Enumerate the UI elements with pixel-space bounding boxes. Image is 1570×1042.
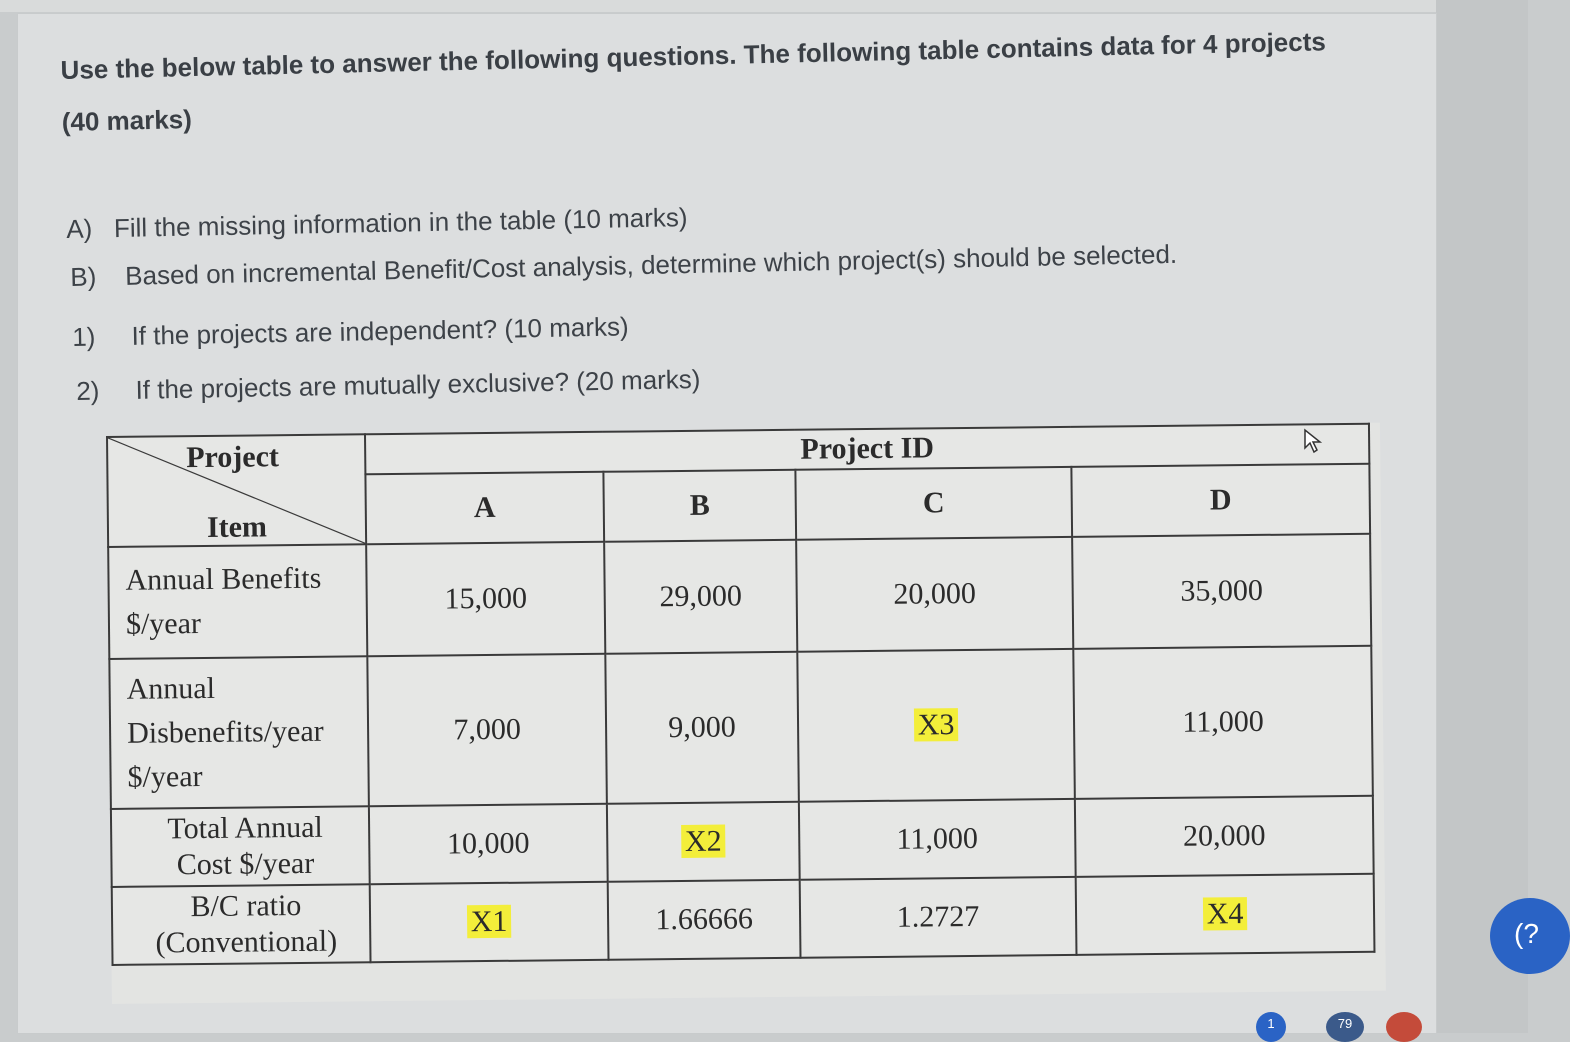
question-text: Based on incremental Benefit/Cost analysis, determine which project(s) should be selected. xyxy=(124,238,1178,291)
row-label-annual-benefits xyxy=(108,544,367,659)
taskbar-app-icon[interactable] xyxy=(1386,1012,1422,1042)
row-label-annual-disbenefits xyxy=(109,656,369,809)
question-number: 1) xyxy=(72,321,96,352)
help-icon: (? xyxy=(1514,918,1539,949)
cell-benefits-d: 35,000 xyxy=(1072,534,1371,649)
right-margin xyxy=(1436,0,1528,1033)
cell-benefits-a: 15,000 xyxy=(366,542,605,656)
column-header-a: A xyxy=(365,472,604,544)
table-row xyxy=(112,874,1375,965)
corner-header-cell xyxy=(107,434,366,547)
cell-cost-d: 20,000 xyxy=(1075,796,1374,877)
project-table xyxy=(106,423,1375,966)
cell-disbenefits-b: 9,000 xyxy=(605,652,799,804)
cell-cost-b xyxy=(607,802,800,882)
cell-bc-c: 1.2727 xyxy=(800,877,1077,958)
question-number: 2) xyxy=(76,375,100,406)
question-number: B) xyxy=(70,261,97,292)
mouse-cursor-icon xyxy=(1302,428,1326,456)
row-label-line: Disbenefits/year xyxy=(126,714,324,750)
question-number: A) xyxy=(66,213,93,244)
top-strip xyxy=(0,0,1528,12)
cell-cost-c: 11,000 xyxy=(799,799,1076,880)
corner-item-label: Item xyxy=(206,510,268,544)
row-label-line: B/C ratio xyxy=(190,888,302,924)
heading-line-1: Use the below table to answer the following questions. The following table contains data for 4 projects xyxy=(60,26,1327,85)
row-label-line: Cost $/year xyxy=(176,846,315,882)
cell-bc-a xyxy=(370,882,609,962)
cell-bc-d xyxy=(1076,874,1375,955)
badge-count: 1 xyxy=(1267,1016,1275,1031)
question-text: Fill the missing information in the table (10 marks) xyxy=(113,202,688,244)
column-header-b: B xyxy=(603,470,796,542)
missing-value-x4: X4 xyxy=(1203,897,1248,930)
row-label-line: Annual Benefits xyxy=(125,561,322,597)
cell-cost-a: 10,000 xyxy=(369,804,608,884)
missing-value-x2: X2 xyxy=(681,825,726,858)
row-label-total-annual-cost xyxy=(111,806,370,887)
cell-disbenefits-d: 11,000 xyxy=(1073,646,1373,799)
row-label-line: $/year xyxy=(127,760,203,794)
table-row xyxy=(108,534,1371,659)
taskbar-badge-icon[interactable] xyxy=(1256,1012,1286,1042)
taskbar-app-icon[interactable] xyxy=(1326,1012,1364,1042)
row-label-bc-ratio xyxy=(112,884,371,965)
row-label-line: Total Annual xyxy=(167,810,323,846)
cell-disbenefits-c xyxy=(797,649,1075,802)
cell-benefits-b: 29,000 xyxy=(604,540,797,654)
project-id-header: Project ID xyxy=(365,424,1369,475)
cell-bc-b: 1.66666 xyxy=(608,880,801,960)
row-label-line: $/year xyxy=(125,607,202,641)
row-label-line: Annual xyxy=(126,671,216,706)
row-label-line: (Conventional) xyxy=(155,924,338,960)
question-text: If the projects are mutually exclusive? (20 marks) xyxy=(135,364,701,405)
badge-count: 79 xyxy=(1337,1016,1353,1031)
project-table-container xyxy=(106,423,1386,1004)
cell-disbenefits-a: 7,000 xyxy=(367,654,607,806)
missing-value-x3: X3 xyxy=(914,708,959,741)
corner-project-label: Project xyxy=(186,440,280,475)
cell-benefits-c: 20,000 xyxy=(796,537,1073,652)
help-button[interactable] xyxy=(1490,898,1570,974)
column-header-d: D xyxy=(1071,464,1370,537)
heading-line-2: (40 marks) xyxy=(61,104,193,137)
missing-value-x1: X1 xyxy=(467,905,512,938)
column-header-c: C xyxy=(795,467,1072,540)
table-row xyxy=(111,796,1374,887)
question-text: If the projects are independent? (10 marks) xyxy=(131,311,629,351)
table-row xyxy=(109,646,1373,809)
